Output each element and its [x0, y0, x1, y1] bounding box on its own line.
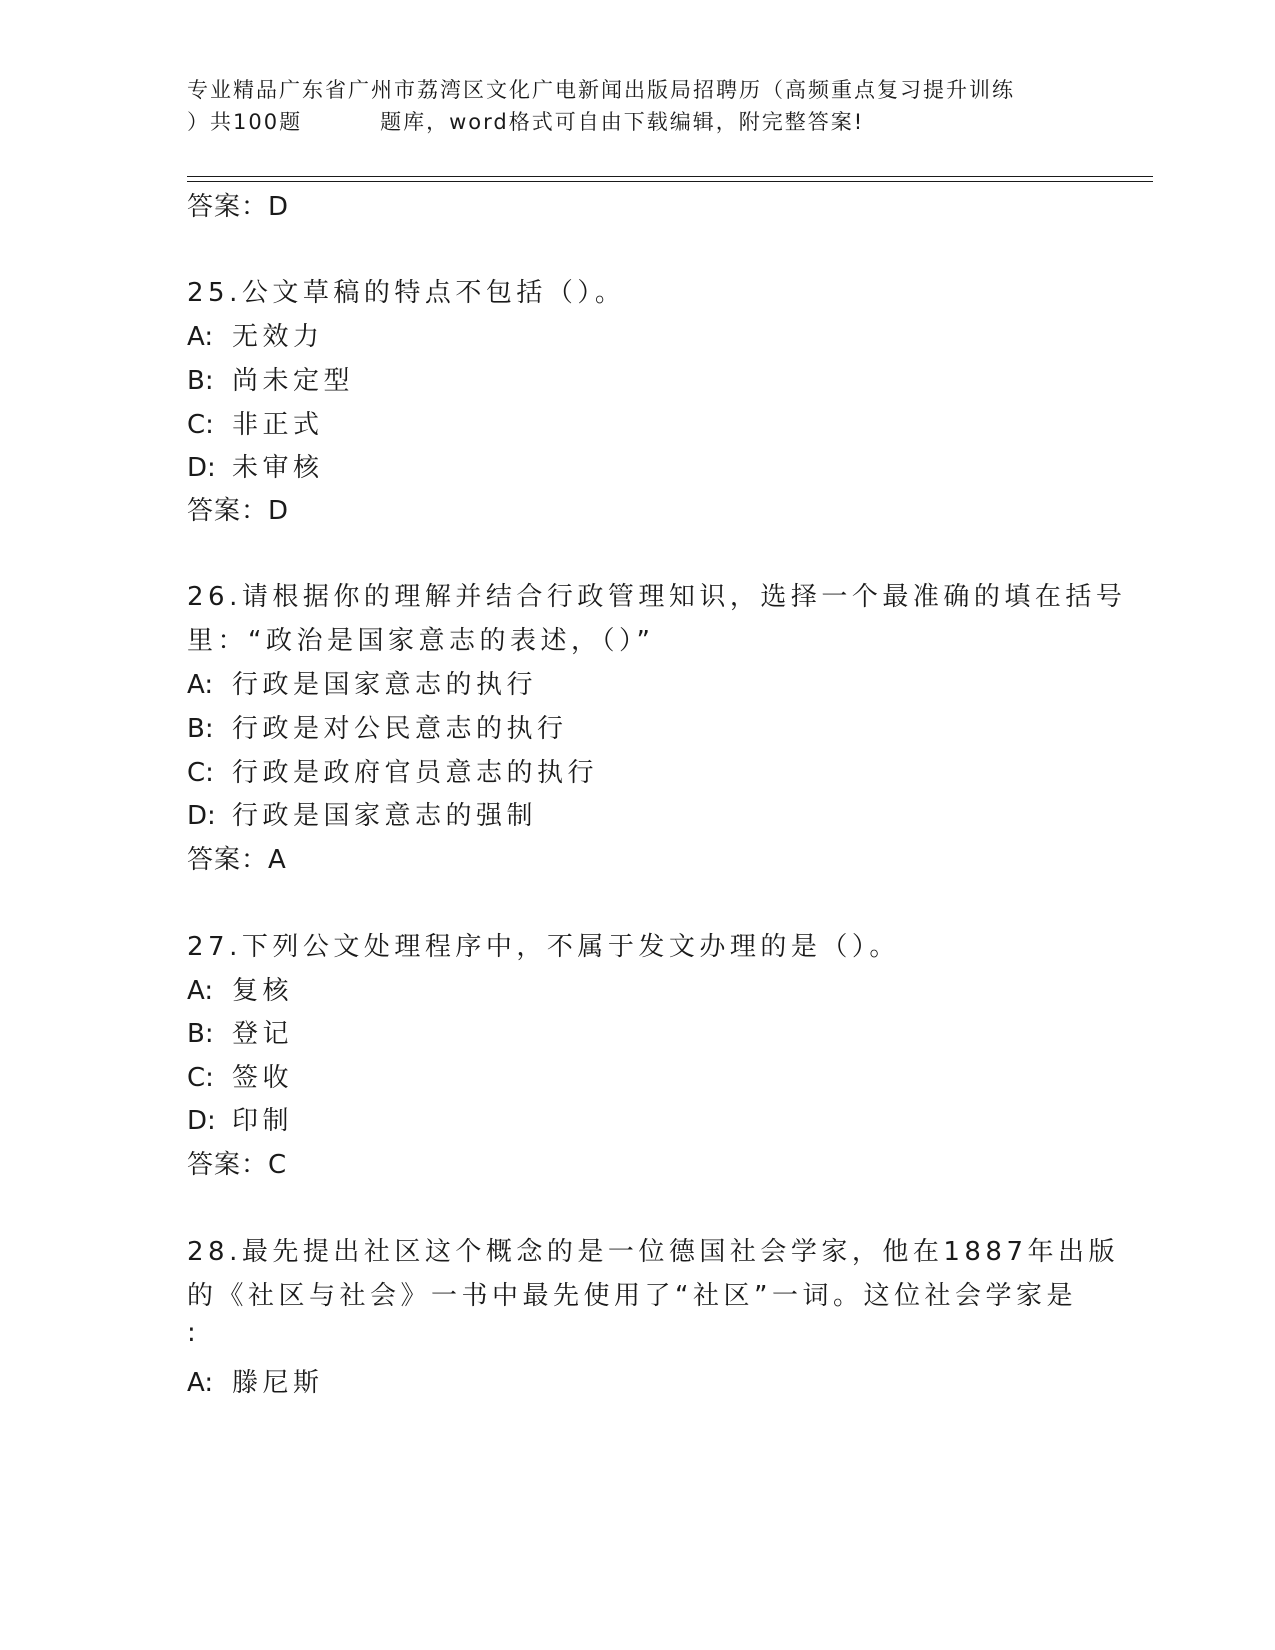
option-text: 行政是政府官员意志的执行	[232, 758, 599, 788]
question-28-text-line2: 的《社区与社会》一书中最先使用了“社区”一词。这位社会学家是	[187, 1281, 1077, 1311]
question-26-answer: 答案：A	[187, 845, 287, 875]
option-letter: C:	[187, 1063, 214, 1093]
answer-prev: 答案：D	[187, 192, 290, 222]
option-letter: A:	[187, 976, 214, 1006]
question-26-text-line1: 26.请根据你的理解并结合行政管理知识，选择一个最准确的填在括号	[187, 582, 1127, 612]
question-27-option-b	[187, 1013, 293, 1050]
option-text: 滕尼斯	[232, 1368, 324, 1398]
option-text: 行政是对公民意志的执行	[232, 714, 568, 744]
option-text: 行政是国家意志的执行	[232, 670, 538, 700]
question-27-text: 27.下列公文处理程序中，不属于发文办理的是（）。	[187, 932, 900, 962]
option-text: 签收	[232, 1063, 294, 1093]
header-title-line2	[187, 106, 1087, 138]
question-25-answer: 答案：D	[187, 496, 290, 526]
option-letter: A:	[187, 1368, 214, 1398]
question-28-text-line1: 28.最先提出社区这个概念的是一位德国社会学家，他在1887年出版	[187, 1237, 1120, 1267]
header-title-line1: 专业精品广东省广州市荔湾区文化广电新闻出版局招聘历（高频重点复习提升训练	[187, 78, 1015, 102]
option-text: 非正式	[232, 410, 324, 440]
question-26-option-d	[187, 795, 537, 832]
option-letter: C:	[187, 758, 214, 788]
question-25-option-a	[187, 316, 324, 353]
question-25-text: 25.公文草稿的特点不包括（）。	[187, 278, 626, 308]
question-27-answer: 答案：C	[187, 1150, 288, 1180]
question-25-option-d	[187, 447, 324, 484]
header-title-desc: 题库，word格式可自由下载编辑，附完整答案!	[380, 110, 865, 134]
option-text: 尚未定型	[232, 366, 355, 396]
option-letter: B:	[187, 1019, 214, 1049]
question-26-option-a	[187, 664, 537, 701]
option-letter: B:	[187, 366, 214, 396]
question-27-option-c	[187, 1057, 293, 1094]
header-title-count: ）共100题	[187, 110, 303, 134]
question-28-text-line3: :	[187, 1318, 201, 1348]
page-header	[187, 74, 1087, 138]
question-27-option-d	[187, 1100, 293, 1137]
option-text: 复核	[232, 976, 294, 1006]
option-text: 行政是国家意志的强制	[232, 801, 538, 831]
option-text: 无效力	[232, 322, 324, 352]
question-25-option-b	[187, 360, 354, 397]
option-letter: B:	[187, 714, 214, 744]
option-text: 登记	[232, 1019, 294, 1049]
question-28-option-a	[187, 1362, 324, 1399]
question-26-option-b	[187, 708, 568, 745]
option-text: 未审核	[232, 453, 324, 483]
header-divider-top	[187, 176, 1153, 177]
option-letter: D:	[187, 1106, 216, 1136]
question-27-option-a	[187, 970, 293, 1007]
question-26-text-line2: 里：“政治是国家意志的表述，（）”	[187, 626, 655, 656]
option-letter: D:	[187, 801, 216, 831]
option-letter: A:	[187, 322, 214, 352]
question-25-option-c	[187, 404, 324, 441]
option-letter: A:	[187, 670, 214, 700]
question-26-option-c	[187, 752, 598, 789]
option-letter: D:	[187, 453, 216, 483]
option-text: 印制	[232, 1106, 294, 1136]
header-divider-bottom	[187, 181, 1153, 182]
option-letter: C:	[187, 410, 214, 440]
